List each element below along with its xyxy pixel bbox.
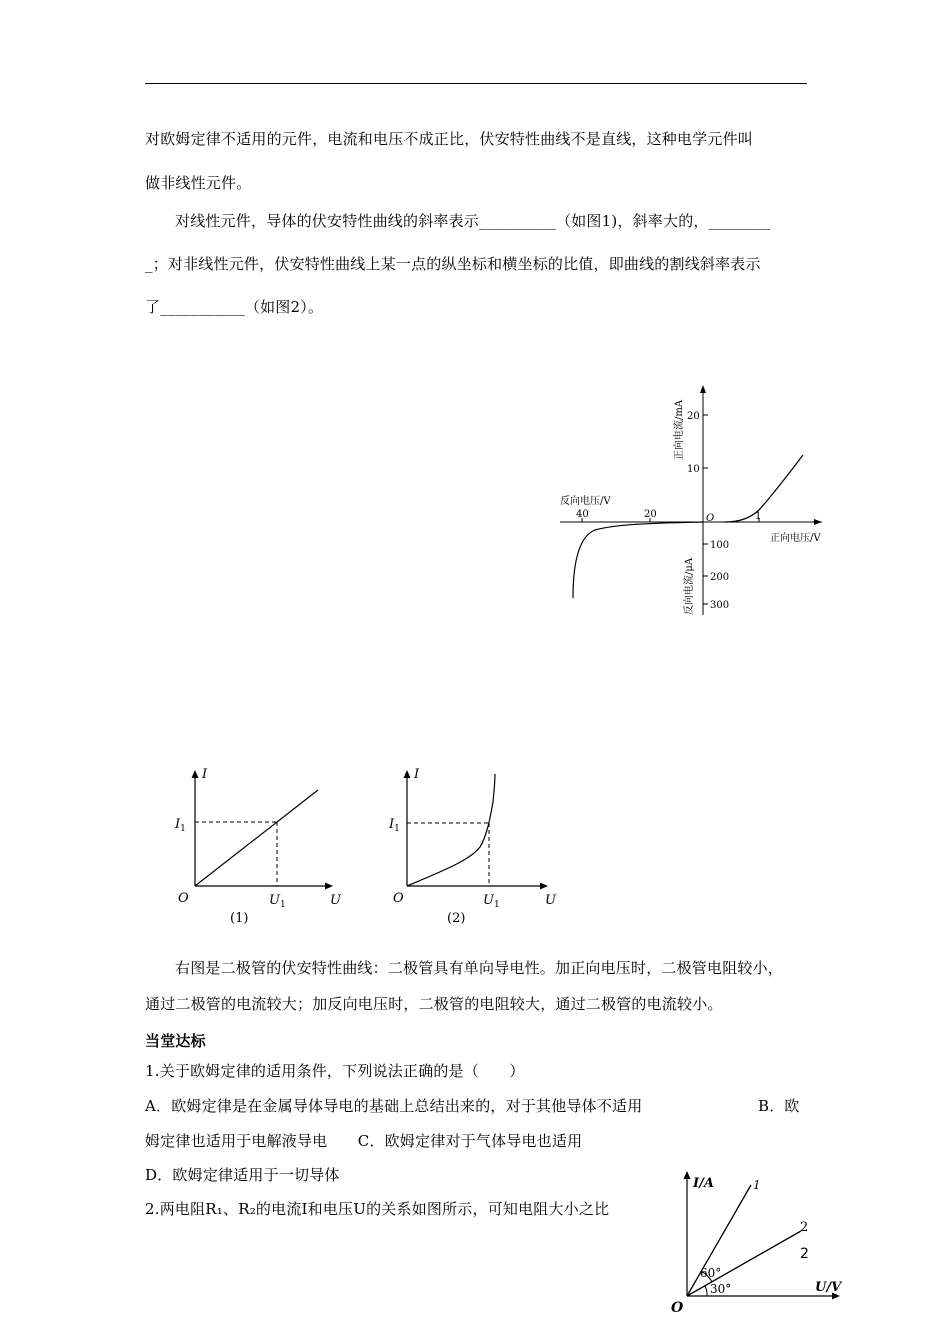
paragraph-2-line-3: 了___________（如图2）。: [145, 298, 324, 316]
q2-angle-60: 60°: [700, 1266, 722, 1280]
header-rule: [145, 83, 807, 84]
diode-reverse-current-label: 反向电流/μA: [684, 557, 695, 615]
fig2-curve: [407, 774, 495, 886]
question-2-stem: 2.两电阻R₁、R₂的电流I和电压U的关系如图所示，可知电阻大小之比: [145, 1200, 610, 1218]
diode-ytick-10: 10: [687, 464, 700, 475]
question-1-option-b-c: 姆定律也适用于电解液导电 C．欧姆定律对于气体导电也适用: [145, 1132, 583, 1150]
fig1-u1: $U_1$: [269, 893, 286, 910]
fig1-x-label: U: [330, 893, 341, 908]
diode-ytick-300: 300: [710, 600, 730, 611]
paragraph-2-line-1: 对线性元件，导体的伏安特性曲线的斜率表示__________（如图1)，斜率大的，________: [175, 212, 771, 230]
question-1-option-a: A．欧姆定律是在金属导体导电的基础上总结出来的，对于其他导体不适用: [145, 1097, 643, 1115]
q2-x-label: U/V: [815, 1280, 842, 1295]
question-1-option-b-prefix: B．欧: [758, 1097, 800, 1115]
fig1-i1: $I_1$: [175, 817, 186, 834]
diode-ytick-20: 20: [687, 411, 700, 422]
diode-ytick-100: 100: [710, 540, 730, 551]
section-title: 当堂达标: [145, 1032, 206, 1050]
diode-xtick-1: 1: [755, 511, 762, 522]
diode-iv-curve-figure: [560, 380, 850, 640]
diode-forward-voltage-label: 正向电压/V: [770, 533, 821, 544]
diode-forward-curve: [725, 455, 803, 522]
q2-angle-arc-30: [705, 1286, 707, 1296]
diode-ytick-200: 200: [710, 572, 730, 583]
paragraph-1-line-1: 对欧姆定律不适用的元件，电流和电压不成正比，伏安特性曲线不是直线，这种电学元件叫: [145, 130, 754, 148]
diode-x-arrow: [814, 519, 822, 525]
q2-line-1-label: 1: [753, 1178, 761, 1192]
diode-xtick-40: 40: [576, 509, 589, 520]
diode-reverse-voltage-label: 反向电压/V: [560, 496, 611, 507]
fig2-x-label: U: [545, 893, 556, 908]
paragraph-3-line-2: 通过二极管的电流较大；加反向电压时，二极管的电阻较大，通过二极管的电流较小。: [145, 995, 723, 1013]
fig1-origin: O: [178, 891, 189, 906]
diode-forward-current-label: 正向电流/mA: [674, 399, 685, 460]
fig1-y-label: I: [202, 767, 208, 782]
fig2-i1: $I_1$: [389, 817, 400, 834]
fig2-origin: O: [393, 891, 404, 906]
question-1-option-d: D．欧姆定律适用于一切导体: [145, 1166, 340, 1184]
paragraph-1-line-2: 做非线性元件。: [145, 174, 252, 192]
diode-origin: O: [706, 513, 715, 524]
question-1-stem: 1.关于欧姆定律的适用条件，下列说法正确的是（ ）: [145, 1062, 525, 1080]
paragraph-3-line-1: 右图是二极管的伏安特性曲线：二极管具有单向导电性。加正向电压时，二极管电阻较小，: [175, 959, 784, 977]
fig1-line: [195, 790, 318, 886]
q2-angle-30: 30°: [710, 1282, 732, 1296]
fig2-u1: $U_1$: [483, 893, 500, 910]
q2-line-2-label: 2: [800, 1220, 809, 1235]
q2-resistance-figure: [665, 1165, 845, 1337]
nonlinear-iv-figure: [385, 762, 565, 932]
paragraph-2-line-2: _；对非线性元件，伏安特性曲线上某一点的纵坐标和横坐标的比值，即曲线的割线斜率表示: [145, 255, 761, 273]
page-number: 2: [800, 1246, 810, 1262]
q2-y-label: I/A: [693, 1176, 714, 1191]
fig1-caption: (1): [230, 911, 249, 926]
fig2-y-label: I: [414, 767, 420, 782]
q2-line-2: [687, 1231, 801, 1296]
q2-origin: O: [671, 1300, 684, 1316]
diode-y-arrow: [700, 385, 706, 393]
fig2-caption: (2): [447, 911, 466, 926]
diode-xtick-20: 20: [644, 509, 657, 520]
linear-iv-figure: [170, 762, 350, 932]
